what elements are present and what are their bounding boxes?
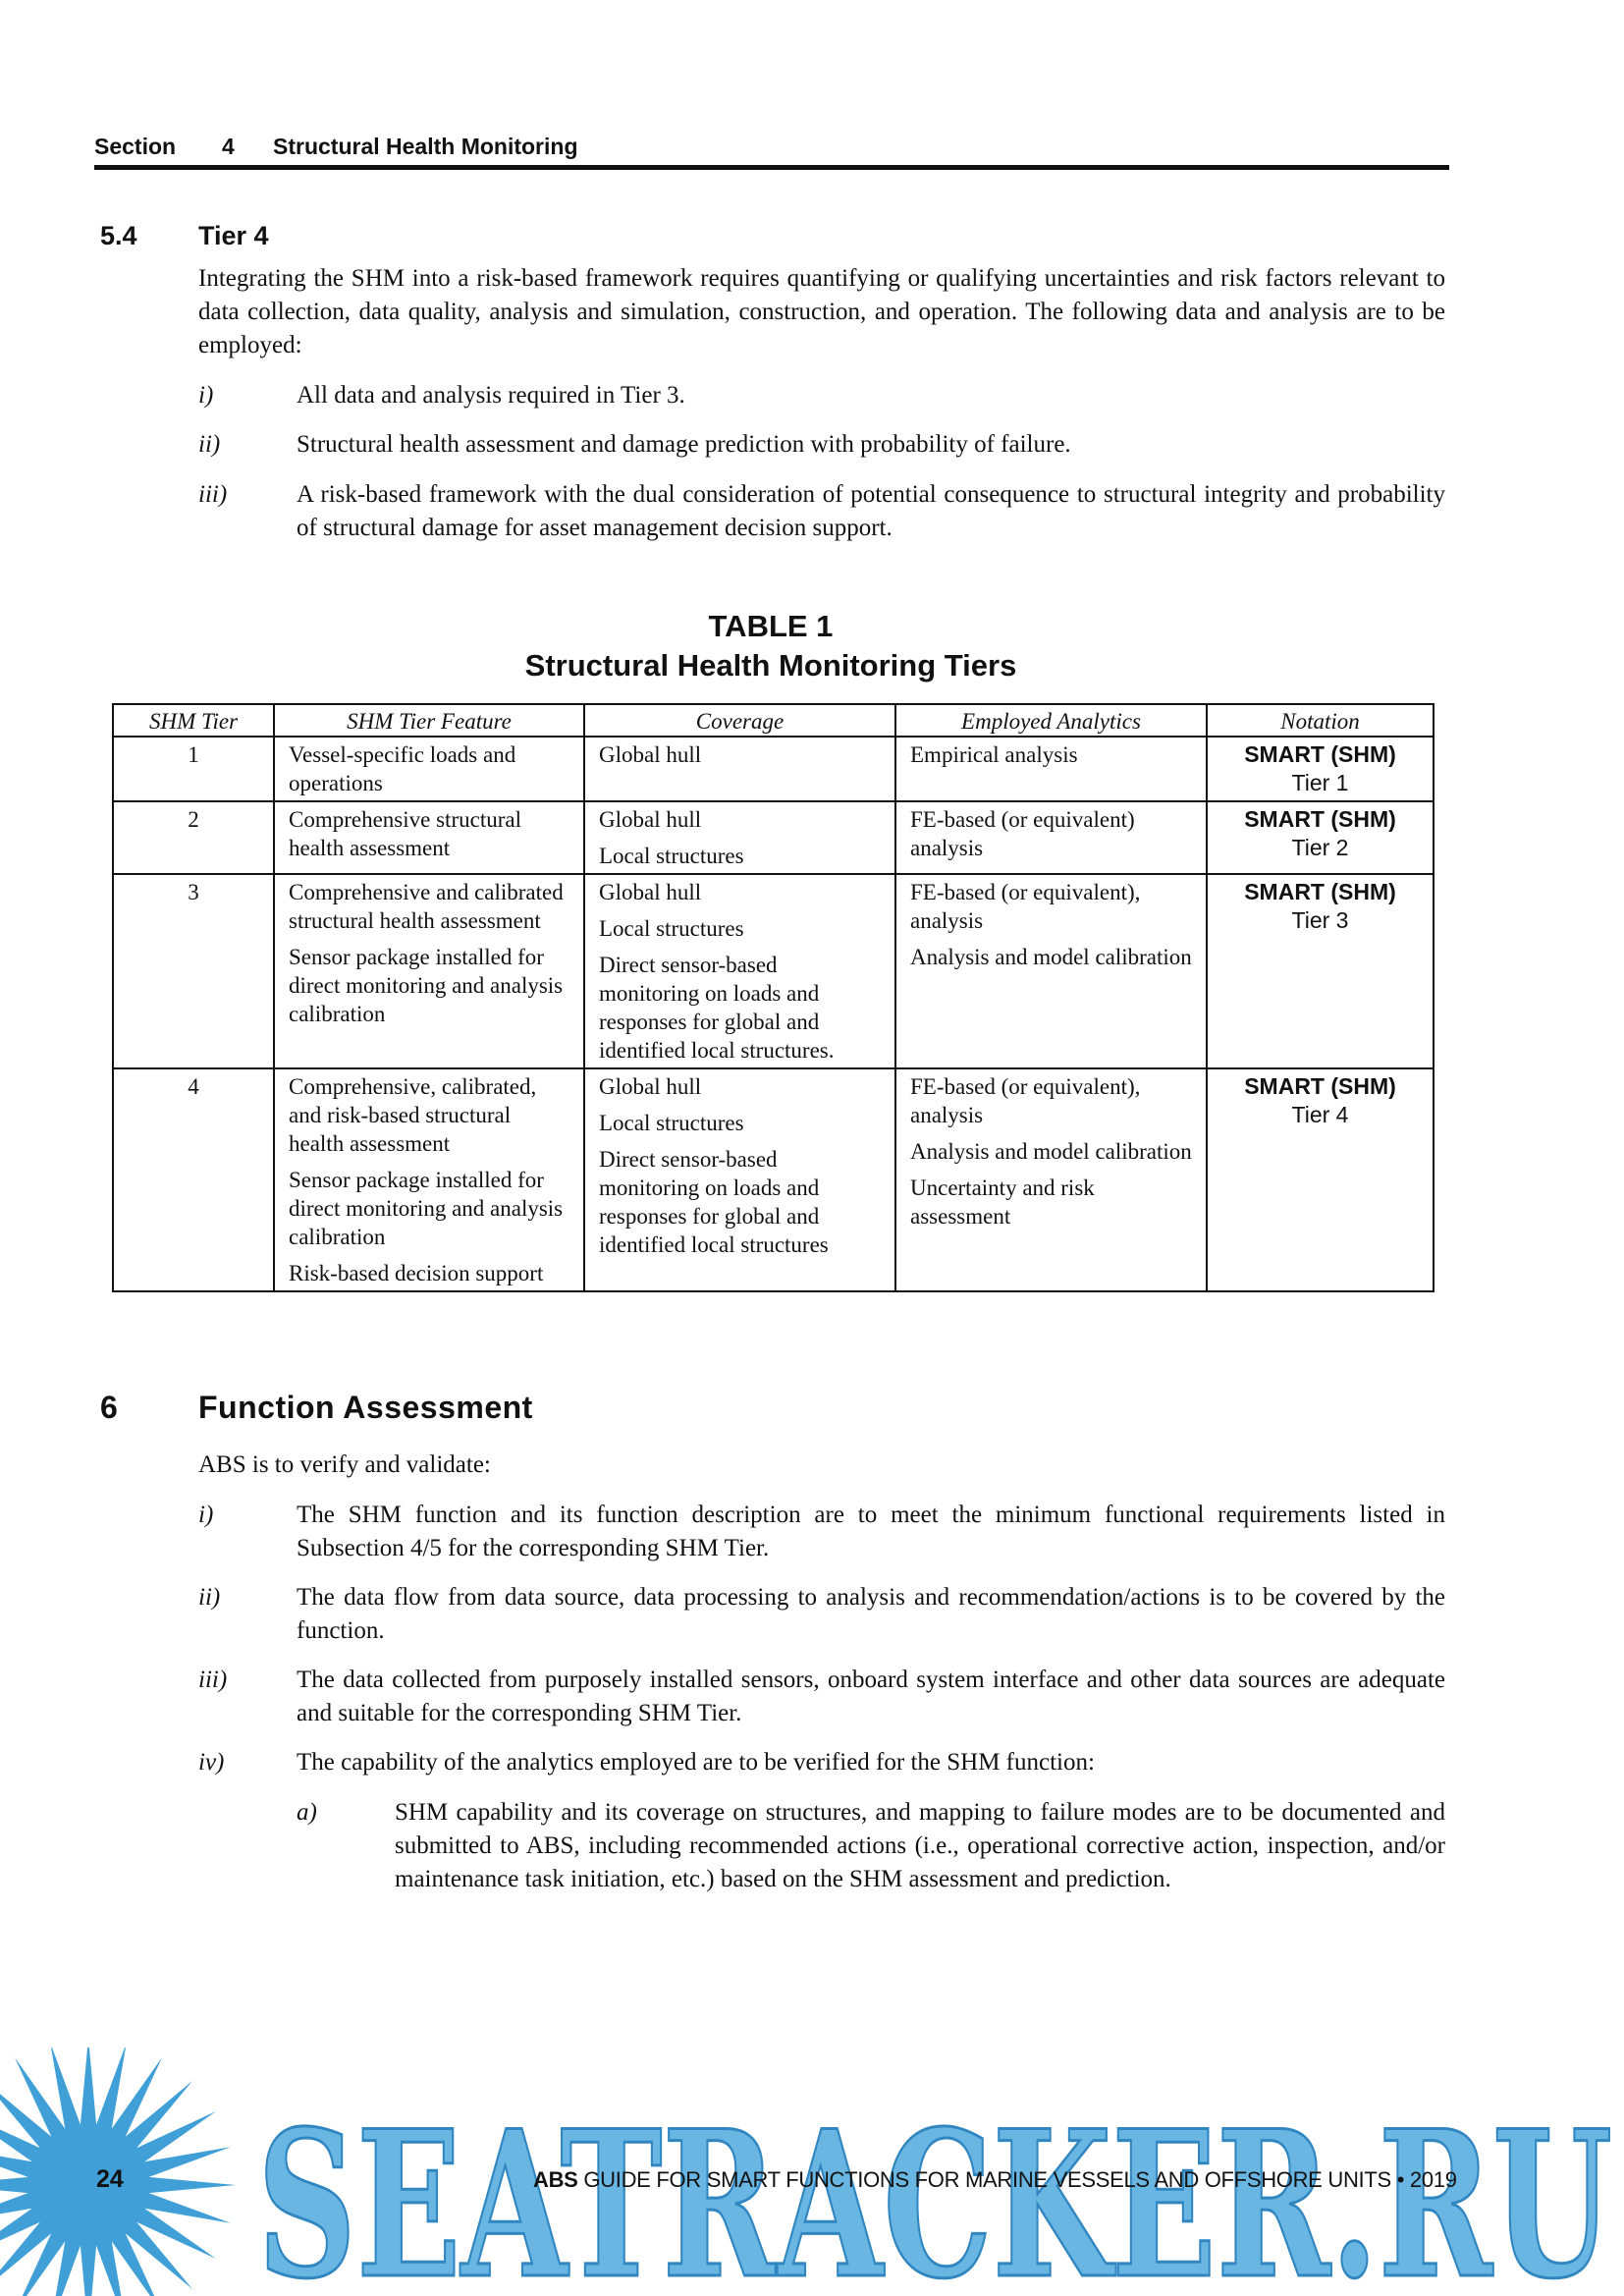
table-header-row bbox=[113, 704, 1434, 737]
shm-tiers-table bbox=[112, 703, 1435, 1292]
notation-label: SMART (SHM) bbox=[1244, 879, 1396, 904]
table-caption bbox=[0, 607, 1542, 685]
notation-label: SMART (SHM) bbox=[1244, 1073, 1396, 1099]
cell-analytics bbox=[895, 801, 1207, 874]
col-header-notation: Notation bbox=[1207, 704, 1434, 737]
header-section-title: Structural Health Monitoring bbox=[273, 134, 578, 159]
cell-notation bbox=[1207, 801, 1434, 874]
notation-tier: Tier 2 bbox=[1291, 835, 1349, 860]
notation-label: SMART (SHM) bbox=[1244, 806, 1396, 832]
cell-line: Risk-based decision support bbox=[289, 1261, 544, 1285]
cell-line: Comprehensive, calibrated, and risk-based structural health assessment bbox=[289, 1074, 537, 1156]
cell-line: Direct sensor-based monitoring on loads and responses for global and identified local structures. bbox=[599, 953, 835, 1063]
list-marker: a) bbox=[297, 1799, 317, 1826]
notation-tier: Tier 3 bbox=[1291, 907, 1349, 933]
list-item-text: The data flow from data source, data processing to analysis and recommendation/actions is to be covered by the function. bbox=[297, 1584, 1445, 1644]
cell-coverage bbox=[584, 874, 895, 1068]
footer-separator: • bbox=[1396, 2167, 1405, 2192]
cell-coverage bbox=[584, 801, 895, 874]
tier4-title: Tier 4 bbox=[198, 221, 269, 250]
cell-line: Global hull bbox=[599, 742, 702, 767]
cell-line: FE-based (or equivalent), analysis bbox=[910, 1074, 1141, 1127]
footer-brand: ABS bbox=[533, 2167, 578, 2192]
function-assessment-heading bbox=[100, 1390, 886, 1429]
list-marker: iii) bbox=[198, 1667, 228, 1693]
cell-line: Local structures bbox=[599, 1111, 744, 1135]
cell-line: Analysis and model calibration bbox=[910, 1139, 1192, 1164]
cell-line: Local structures bbox=[599, 916, 744, 941]
function-assessment-number: 6 bbox=[100, 1390, 119, 1425]
header-section-number: 4 bbox=[222, 134, 235, 159]
list-marker: iii) bbox=[198, 481, 228, 508]
list-item-text: The capability of the analytics employed are to be verified for the SHM function: bbox=[297, 1749, 1095, 1776]
cell-analytics bbox=[895, 737, 1207, 801]
running-header bbox=[94, 134, 1449, 160]
footer-year: 2019 bbox=[1409, 2167, 1457, 2192]
cell-line: Empirical analysis bbox=[910, 742, 1078, 767]
list-item-text: Structural health assessment and damage prediction with probability of failure. bbox=[297, 431, 1071, 458]
list-item-text: All data and analysis required in Tier 3. bbox=[297, 382, 685, 409]
col-header-feature: SHM Tier Feature bbox=[274, 704, 584, 737]
function-assessment-title: Function Assessment bbox=[198, 1390, 533, 1425]
cell-notation bbox=[1207, 874, 1434, 1068]
footer-text bbox=[533, 2167, 1457, 2193]
notation-label: SMART (SHM) bbox=[1244, 741, 1396, 767]
cell-line: FE-based (or equivalent), analysis bbox=[910, 880, 1141, 933]
cell-line: Global hull bbox=[599, 807, 702, 832]
list-item-text: The SHM function and its function description are to meet the minimum functional requirements listed in Subsection 4/5 for the corresponding SHM Tier. bbox=[297, 1502, 1445, 1561]
cell-tier: 1 bbox=[113, 737, 274, 801]
function-assessment-intro: ABS is to verify and validate: bbox=[198, 1451, 491, 1478]
table-row bbox=[113, 801, 1434, 874]
table-title: Structural Health Monitoring Tiers bbox=[524, 648, 1017, 683]
cell-line: Vessel-specific loads and operations bbox=[289, 742, 516, 795]
cell-analytics bbox=[895, 874, 1207, 1068]
cell-line: Comprehensive and calibrated structural health assessment bbox=[289, 880, 564, 933]
cell-feature bbox=[274, 1068, 584, 1291]
page-number: 24 bbox=[96, 2165, 124, 2193]
cell-line: Sensor package installed for direct monitoring and analysis calibration bbox=[289, 1168, 564, 1249]
cell-feature bbox=[274, 737, 584, 801]
table-row bbox=[113, 1068, 1434, 1291]
watermark-text: SEATRACKER.RU bbox=[257, 2088, 1612, 2296]
cell-line: Local structures bbox=[599, 844, 744, 868]
table-number: TABLE 1 bbox=[708, 609, 834, 643]
list-marker: ii) bbox=[198, 1584, 221, 1611]
list-item-text: The data collected from purposely installed sensors, onboard system interface and other data sources are adequate and suitable for the corresponding SHM Tier. bbox=[297, 1667, 1445, 1726]
cell-line: Sensor package installed for direct monitoring and analysis calibration bbox=[289, 945, 564, 1026]
cell-tier: 4 bbox=[113, 1068, 274, 1291]
cell-line: Global hull bbox=[599, 880, 702, 904]
cell-line: Analysis and model calibration bbox=[910, 945, 1192, 969]
cell-analytics bbox=[895, 1068, 1207, 1291]
tier4-heading bbox=[100, 221, 689, 254]
cell-tier: 2 bbox=[113, 801, 274, 874]
cell-notation bbox=[1207, 737, 1434, 801]
list-marker: ii) bbox=[198, 431, 221, 458]
cell-line: Uncertainty and risk assessment bbox=[910, 1175, 1095, 1229]
table-row bbox=[113, 737, 1434, 801]
tier4-intro: Integrating the SHM into a risk-based framework requires quantifying or qualifying uncertainties and risk factors relevant to data collection, data quality, analysis and simulation, construction, and operation. The following data and analysis are to be employed: bbox=[198, 265, 1445, 358]
cell-line: Comprehensive structural health assessment bbox=[289, 807, 521, 860]
cell-line: FE-based (or equivalent) analysis bbox=[910, 807, 1135, 860]
cell-line: Global hull bbox=[599, 1074, 702, 1099]
cell-feature bbox=[274, 874, 584, 1068]
notation-tier: Tier 1 bbox=[1291, 770, 1349, 795]
col-header-coverage: Coverage bbox=[584, 704, 895, 737]
list-marker: i) bbox=[198, 382, 214, 409]
notation-tier: Tier 4 bbox=[1291, 1102, 1349, 1127]
cell-feature bbox=[274, 801, 584, 874]
cell-coverage bbox=[584, 737, 895, 801]
tier4-number: 5.4 bbox=[100, 221, 137, 250]
cell-notation bbox=[1207, 1068, 1434, 1291]
list-marker: iv) bbox=[198, 1749, 225, 1776]
list-item-text: SHM capability and its coverage on structures, and mapping to failure modes are to be documented and submitted to ABS, including recommended actions (i.e., operational corrective action, inspection, and/or maintenance task initiation, etc.) based on the SHM assessment and prediction. bbox=[395, 1799, 1445, 1892]
header-rule bbox=[94, 165, 1449, 170]
col-header-analytics: Employed Analytics bbox=[895, 704, 1207, 737]
list-marker: i) bbox=[198, 1502, 214, 1528]
cell-line: Direct sensor-based monitoring on loads and responses for global and identified local structures bbox=[599, 1147, 829, 1257]
cell-tier: 3 bbox=[113, 874, 274, 1068]
footer-title: GUIDE FOR SMART FUNCTIONS FOR MARINE VESSELS AND OFFSHORE UNITS bbox=[583, 2167, 1391, 2192]
col-header-shm-tier: SHM Tier bbox=[113, 704, 274, 737]
list-item-text: A risk-based framework with the dual consideration of potential consequence to structural integrity and probability of structural damage for asset management decision support. bbox=[297, 481, 1445, 541]
cell-coverage bbox=[584, 1068, 895, 1291]
header-section-label: Section bbox=[94, 134, 177, 159]
table-row bbox=[113, 874, 1434, 1068]
